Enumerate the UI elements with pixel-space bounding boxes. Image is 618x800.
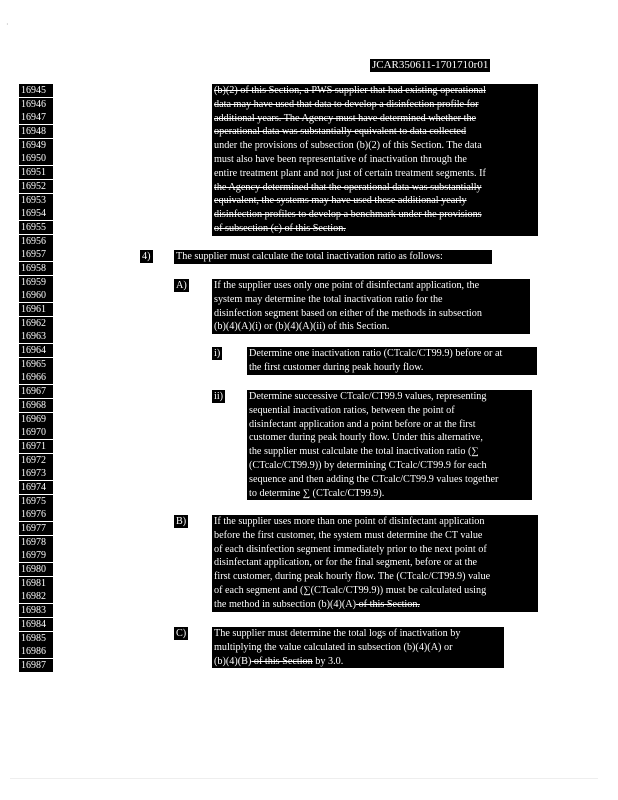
line-number: 16972 — [19, 454, 53, 467]
item-C-label: C) — [176, 628, 187, 639]
text-line: Determine successive CTcalc/CT99.9 values, representing — [249, 391, 487, 402]
text-segment: disinfectant application, or for the final segment, before or at the — [214, 557, 478, 569]
line-number: 16946 — [19, 98, 53, 111]
item-A-i-label: i) — [214, 348, 221, 359]
line-number: 16973 — [19, 467, 53, 480]
line-number: 16968 — [19, 399, 53, 412]
text-line — [214, 543, 536, 557]
text-segment: If the supplier uses more than one point of disinfectant application — [214, 516, 485, 527]
item-A-label: A) — [176, 280, 187, 291]
text-line — [214, 641, 502, 655]
text-line: equivalent, the systems may have used these additional yearly — [214, 195, 467, 207]
text-line: (b)(2) of this Section, a PWS supplier that had existing operational — [214, 85, 486, 96]
text-line: the supplier must calculate the total inactivation ratio (∑ — [249, 446, 479, 458]
item-4-label: 4) — [142, 251, 151, 262]
line-number: 16966 — [19, 371, 53, 384]
text-line: disinfectant application and a point before or at the first — [249, 418, 476, 430]
item-C-text — [212, 627, 504, 668]
text-segment: (b)(4)(B) — [214, 655, 252, 667]
line-number: 16961 — [19, 303, 53, 316]
text-line — [214, 529, 536, 543]
line-number: 16950 — [19, 152, 53, 165]
line-number: 16980 — [19, 563, 53, 576]
text-line — [214, 570, 536, 584]
text-line: of subsection (c) of this Section. — [214, 222, 346, 234]
text-line: data may have used that data to develop a disinfection profile for — [214, 98, 479, 110]
line-number: 16984 — [19, 618, 53, 631]
item-B-text — [212, 515, 538, 612]
line-number: 16982 — [19, 590, 53, 603]
text-line: Determine one inactivation ratio (CTcalc/CT99.9) before or at — [249, 348, 503, 359]
text-segment: by 3.0. — [312, 655, 344, 667]
text-line — [214, 556, 536, 570]
line-number: 16945 — [19, 84, 53, 97]
text-line: entire treatment plant and not just of certain treatment segments. If — [214, 167, 486, 179]
line-number: 16953 — [19, 194, 53, 207]
line-number: 16986 — [19, 645, 53, 658]
text-line — [214, 584, 536, 598]
line-number: 16976 — [19, 508, 53, 521]
line-number: 16951 — [19, 166, 53, 179]
text-line: system may determine the total inactivation ratio for the — [214, 293, 443, 305]
text-segment: multiplying the value calculated in subsection (b)(4)(A) or — [214, 641, 453, 653]
text-line: additional years. The Agency must have determined whether the — [214, 112, 477, 124]
text-line: (CTcalc/CT99.9)) by determining CTcalc/CT99.9 for each — [249, 459, 487, 471]
line-number: 16981 — [19, 577, 53, 590]
text-segment: of each disinfection segment immediately prior to the next point of — [214, 543, 487, 555]
line-number: 16967 — [19, 385, 53, 398]
text-segment: the method in subsection (b)(4)(A) — [214, 598, 357, 610]
line-number: 16979 — [19, 549, 53, 562]
item-A-text — [212, 279, 530, 334]
text-line: If the supplier uses only one point of disinfectant application, the — [214, 280, 480, 291]
line-number: 16956 — [19, 235, 53, 248]
item-A-ii-label: ii) — [214, 391, 224, 402]
line-number: 16963 — [19, 330, 53, 343]
text-line: sequential inactivation ratios, between the point of — [249, 404, 455, 416]
text-segment: The supplier must determine the total logs of inactivation by — [214, 628, 461, 639]
line-number-column — [19, 84, 53, 673]
line-number: 16965 — [19, 358, 53, 371]
text-line: the Agency determined that the operational data was substantially — [214, 181, 482, 193]
line-number: 16974 — [19, 481, 53, 494]
text-line: disinfection profiles to develop a benchmark under the provisions — [214, 209, 482, 221]
line-number: 16977 — [19, 522, 53, 535]
line-number: 16959 — [19, 276, 53, 289]
line-number: 16987 — [19, 659, 53, 672]
text-line: customer during peak hourly flow. Under this alternative, — [249, 432, 483, 444]
line-number: 16952 — [19, 180, 53, 193]
line-number: 16947 — [19, 111, 53, 124]
line-number: 16948 — [19, 125, 53, 138]
struck-text-segment: of this Section — [251, 655, 313, 667]
line-number: 16983 — [19, 604, 53, 617]
text-line — [214, 598, 536, 612]
line-number: 16978 — [19, 536, 53, 549]
text-segment: first customer, during peak hourly flow. The (CTcalc/CT99.9) value — [214, 571, 491, 583]
document-header-id: JCAR350611-1701710r01 — [372, 59, 489, 71]
line-number: 16970 — [19, 426, 53, 439]
line-number: 16975 — [19, 495, 53, 508]
text-line: (b)(4)(A)(i) or (b)(4)(A)(ii) of this Section. — [214, 321, 390, 333]
item-B-label: B) — [176, 516, 187, 527]
text-line: the first customer during peak hourly flow. — [249, 361, 424, 373]
text-segment: of each segment and (∑(CTcalc/CT99.9)) must be calculated using — [214, 584, 487, 596]
line-number: 16969 — [19, 413, 53, 426]
scan-artifact: · — [6, 20, 9, 29]
line-number: 16964 — [19, 344, 53, 357]
paragraph-prior-section-text — [212, 84, 538, 236]
line-number: 16971 — [19, 440, 53, 453]
line-number: 16958 — [19, 262, 53, 275]
text-line: operational data was substantially equivalent to data collected — [214, 126, 467, 138]
text-line: sequence and then adding the CTcalc/CT99.9 values together — [249, 473, 499, 485]
text-line — [214, 627, 502, 641]
text-segment: before the first customer, the system must determine the CT value — [214, 529, 483, 541]
text-line: must also have been representative of inactivation through the — [214, 153, 467, 165]
line-number: 16955 — [19, 221, 53, 234]
text-line: under the provisions of subsection (b)(2) of this Section. The data — [214, 140, 482, 152]
text-line — [214, 515, 536, 529]
item-4-text: The supplier must calculate the total inactivation ratio as follows: — [174, 250, 492, 264]
text-line: disinfection segment based on either of the methods in subsection — [214, 307, 482, 319]
line-number: 16960 — [19, 289, 53, 302]
text-line: to determine ∑ (CTcalc/CT99.9). — [249, 487, 385, 499]
text-line — [214, 655, 502, 669]
line-number: 16949 — [19, 139, 53, 152]
line-number: 16962 — [19, 317, 53, 330]
line-number: 16985 — [19, 632, 53, 645]
line-number: 16957 — [19, 248, 53, 261]
page-bottom-border — [10, 778, 598, 779]
line-number: 16954 — [19, 207, 53, 220]
item-A-ii-text — [247, 390, 532, 500]
item-A-i-text — [247, 347, 537, 375]
struck-text-segment: of this Section. — [356, 598, 420, 610]
